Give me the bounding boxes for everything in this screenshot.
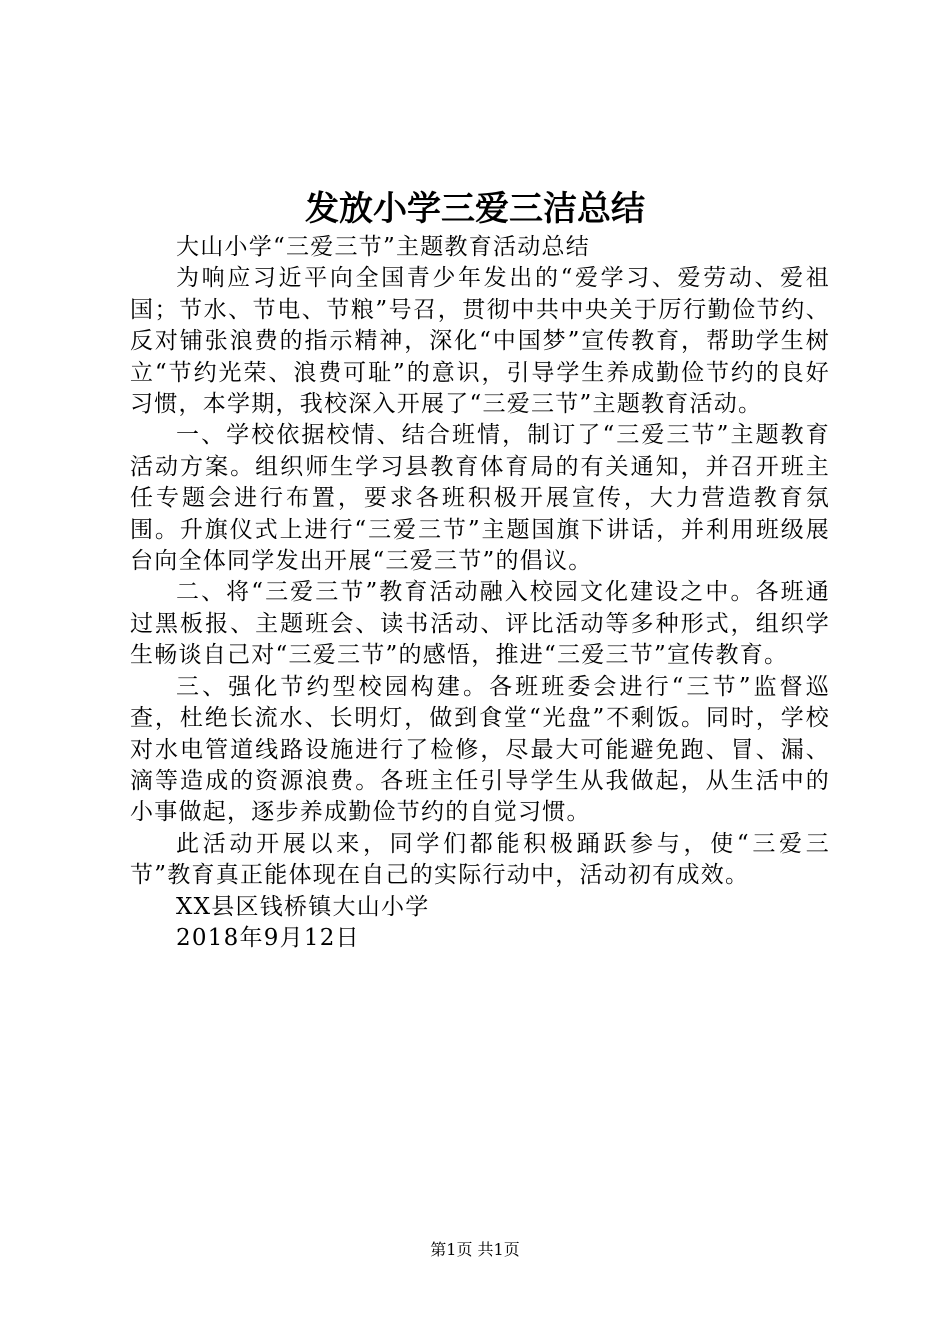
intro-paragraph: 为响应习近平向全国青少年发出的“爱学习、爱劳动、爱祖国；节水、节电、节粮”号召，贯彻中共中央关于厉行勤俭节约、反对铺张浪费的指示精神，深化“中国梦”宣传教育，帮助学生树立“节约光荣、浪费可耻”的意识，引导学生养成勤俭节约的良好习惯，本学期，我校深入开展了“三爱三节”主题教育活动。 <box>130 265 830 418</box>
subtitle-paragraph: 大山小学“三爱三节”主题教育活动总结 <box>176 234 591 260</box>
section-one-paragraph: 一、学校依据校情、结合班情，制订了“三爱三节”主题教育活动方案。组织师生学习县教育体育局的有关通知，并召开班主任专题会进行布置，要求各班积极开展宣传，大力营造教育氛围。升旗仪式上进行“三爱三节”主题国旗下讲话，并利用班级展台向全体同学发出开展“三爱三节”的倡议。 <box>130 422 830 575</box>
date-line: 2018年9月12日 <box>176 924 360 951</box>
document-title: 发放小学三爱三洁总结 <box>305 189 645 229</box>
section-three-paragraph: 三、强化节约型校园构建。各班班委会进行“三节”监督巡查，杜绝长流水、长明灯，做到食堂“光盘”不剩饭。同时，学校对水电管道线路设施进行了检修，尽最大可能避免跑、冒、漏、滴等造成的资源浪费。各班主任引导学生从我做起，从生活中的小事做起，逐步养成勤俭节约的自觉习惯。 <box>130 673 830 826</box>
page-number-footer: 第1页 共1页 <box>430 1240 520 1259</box>
conclusion-paragraph: 此活动开展以来，同学们都能积极踊跃参与，使“三爱三节”教育真正能体现在自己的实际行动中，活动初有成效。 <box>130 830 830 889</box>
document-body <box>130 232 830 954</box>
signature-line: XX县区钱桥镇大山小学 <box>176 893 430 920</box>
section-two-paragraph: 二、将“三爱三节”教育活动融入校园文化建设之中。各班通过黑板报、主题班会、读书活动、评比活动等多种形式，组织学生畅谈自己对“三爱三节”的感悟，推进“三爱三节”宣传教育。 <box>130 579 830 669</box>
